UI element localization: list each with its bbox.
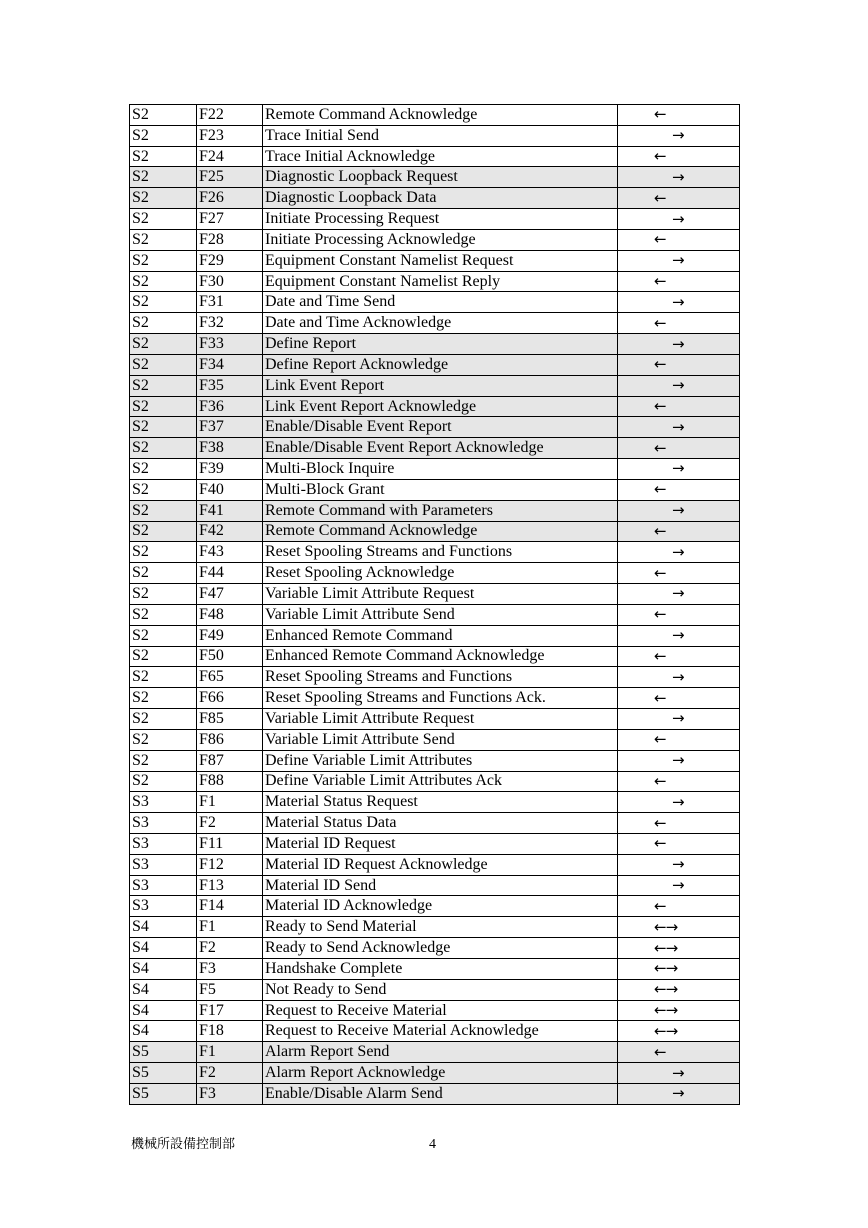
footer-department: 機械所設備控制部: [131, 1137, 236, 1152]
arrow-left-icon: ←: [654, 896, 667, 915]
table-row: [130, 417, 740, 438]
function-cell: F22: [197, 105, 263, 126]
message-name-cell: Enable/Disable Alarm Send: [263, 1083, 618, 1104]
direction-cell: [618, 709, 740, 730]
direction-cell: [618, 125, 740, 146]
table-row: [130, 771, 740, 792]
table-row: [130, 438, 740, 459]
table-row: [130, 854, 740, 875]
direction-cell: [618, 625, 740, 646]
stream-cell: S2: [130, 729, 197, 750]
arrow-left-icon: ←: [654, 230, 667, 249]
function-cell: F86: [197, 729, 263, 750]
message-name-cell: Diagnostic Loopback Request: [263, 167, 618, 188]
function-cell: F3: [197, 958, 263, 979]
table-row: [130, 292, 740, 313]
arrow-right-icon: →: [672, 292, 685, 311]
message-name-cell: Trace Initial Send: [263, 125, 618, 146]
message-name-cell: Variable Limit Attribute Send: [263, 729, 618, 750]
arrow-left-icon: ←: [654, 771, 667, 790]
direction-cell: [618, 938, 740, 959]
table-row: [130, 146, 740, 167]
stream-cell: S2: [130, 146, 197, 167]
table-row: [130, 542, 740, 563]
stream-cell: S2: [130, 375, 197, 396]
message-name-cell: Diagnostic Loopback Data: [263, 188, 618, 209]
table-row: [130, 521, 740, 542]
direction-cell: [618, 209, 740, 230]
table-row: [130, 833, 740, 854]
arrow-bidirectional-icon: ←→: [654, 917, 678, 936]
table-row: [130, 1063, 740, 1084]
table-row: [130, 229, 740, 250]
arrow-right-icon: →: [672, 792, 685, 811]
table-row: [130, 979, 740, 1000]
arrow-right-icon: →: [672, 126, 685, 145]
table-row: [130, 729, 740, 750]
direction-cell: [618, 229, 740, 250]
stream-cell: S4: [130, 917, 197, 938]
message-name-cell: Initiate Processing Acknowledge: [263, 229, 618, 250]
arrow-bidirectional-icon: ←→: [654, 1001, 678, 1020]
arrow-right-icon: →: [672, 459, 685, 478]
table-row: [130, 563, 740, 584]
stream-cell: S4: [130, 1021, 197, 1042]
arrow-right-icon: →: [672, 876, 685, 895]
arrow-right-icon: →: [672, 251, 685, 270]
function-cell: F87: [197, 750, 263, 771]
message-name-cell: Remote Command Acknowledge: [263, 105, 618, 126]
arrow-right-icon: →: [672, 376, 685, 395]
arrow-left-icon: ←: [654, 521, 667, 540]
stream-cell: S2: [130, 250, 197, 271]
stream-cell: S2: [130, 584, 197, 605]
message-name-cell: Material ID Request: [263, 833, 618, 854]
arrow-bidirectional-icon: ←→: [654, 1021, 678, 1040]
function-cell: F24: [197, 146, 263, 167]
message-name-cell: Define Variable Limit Attributes Ack: [263, 771, 618, 792]
direction-cell: [618, 688, 740, 709]
direction-cell: [618, 1021, 740, 1042]
table-row: [130, 875, 740, 896]
direction-cell: [618, 563, 740, 584]
function-cell: F2: [197, 813, 263, 834]
function-cell: F11: [197, 833, 263, 854]
table-row: [130, 167, 740, 188]
table-row: [130, 709, 740, 730]
arrow-right-icon: →: [672, 167, 685, 186]
arrow-left-icon: ←: [654, 834, 667, 853]
stream-cell: S5: [130, 1083, 197, 1104]
arrow-left-icon: ←: [654, 813, 667, 832]
table-body: [130, 105, 740, 1105]
table-row: [130, 375, 740, 396]
direction-cell: [618, 604, 740, 625]
table-row: [130, 334, 740, 355]
arrow-right-icon: →: [672, 584, 685, 603]
arrow-right-icon: →: [672, 542, 685, 561]
function-cell: F2: [197, 1063, 263, 1084]
table-row: [130, 667, 740, 688]
message-name-cell: Equipment Constant Namelist Reply: [263, 271, 618, 292]
table-row: [130, 396, 740, 417]
table-row: [130, 459, 740, 480]
direction-cell: [618, 334, 740, 355]
arrow-left-icon: ←: [654, 646, 667, 665]
direction-cell: [618, 354, 740, 375]
direction-cell: [618, 646, 740, 667]
stream-cell: S2: [130, 438, 197, 459]
message-name-cell: Link Event Report Acknowledge: [263, 396, 618, 417]
table-row: [130, 584, 740, 605]
stream-cell: S2: [130, 709, 197, 730]
arrow-bidirectional-icon: ←→: [654, 938, 678, 957]
message-name-cell: Alarm Report Send: [263, 1042, 618, 1063]
table-row: [130, 209, 740, 230]
message-name-cell: Material ID Request Acknowledge: [263, 854, 618, 875]
direction-cell: [618, 979, 740, 1000]
message-name-cell: Multi-Block Grant: [263, 479, 618, 500]
direction-cell: [618, 542, 740, 563]
message-name-cell: Ready to Send Material: [263, 917, 618, 938]
stream-cell: S2: [130, 334, 197, 355]
arrow-left-icon: ←: [654, 313, 667, 332]
direction-cell: [618, 875, 740, 896]
stream-cell: S3: [130, 854, 197, 875]
stream-cell: S2: [130, 667, 197, 688]
direction-cell: [618, 459, 740, 480]
arrow-right-icon: →: [672, 751, 685, 770]
arrow-bidirectional-icon: ←→: [654, 959, 678, 978]
function-cell: F37: [197, 417, 263, 438]
arrow-right-icon: →: [672, 626, 685, 645]
table-row: [130, 271, 740, 292]
arrow-left-icon: ←: [654, 605, 667, 624]
message-name-cell: Enhanced Remote Command Acknowledge: [263, 646, 618, 667]
stream-cell: S2: [130, 750, 197, 771]
message-name-cell: Enhanced Remote Command: [263, 625, 618, 646]
arrow-right-icon: →: [672, 209, 685, 228]
arrow-bidirectional-icon: ←→: [654, 980, 678, 999]
function-cell: F43: [197, 542, 263, 563]
stream-cell: S2: [130, 542, 197, 563]
direction-cell: [618, 250, 740, 271]
direction-cell: [618, 105, 740, 126]
function-cell: F14: [197, 896, 263, 917]
message-name-cell: Define Report: [263, 334, 618, 355]
stream-cell: S2: [130, 417, 197, 438]
function-cell: F12: [197, 854, 263, 875]
stream-cell: S4: [130, 1000, 197, 1021]
arrow-left-icon: ←: [654, 563, 667, 582]
table-row: [130, 625, 740, 646]
function-cell: F26: [197, 188, 263, 209]
stream-cell: S3: [130, 896, 197, 917]
message-name-cell: Material ID Send: [263, 875, 618, 896]
direction-cell: [618, 667, 740, 688]
function-cell: F1: [197, 1042, 263, 1063]
function-cell: F3: [197, 1083, 263, 1104]
arrow-right-icon: →: [672, 667, 685, 686]
message-name-cell: Remote Command Acknowledge: [263, 521, 618, 542]
stream-cell: S2: [130, 271, 197, 292]
stream-cell: S3: [130, 875, 197, 896]
direction-cell: [618, 438, 740, 459]
message-name-cell: Request to Receive Material Acknowledge: [263, 1021, 618, 1042]
direction-cell: [618, 146, 740, 167]
direction-cell: [618, 521, 740, 542]
message-name-cell: Variable Limit Attribute Send: [263, 604, 618, 625]
table-row: [130, 479, 740, 500]
function-cell: F17: [197, 1000, 263, 1021]
direction-cell: [618, 313, 740, 334]
message-name-cell: Reset Spooling Streams and Functions: [263, 667, 618, 688]
stream-cell: S2: [130, 167, 197, 188]
table-row: [130, 750, 740, 771]
message-name-cell: Variable Limit Attribute Request: [263, 584, 618, 605]
table-row: [130, 688, 740, 709]
stream-cell: S5: [130, 1063, 197, 1084]
function-cell: F2: [197, 938, 263, 959]
direction-cell: [618, 271, 740, 292]
function-cell: F38: [197, 438, 263, 459]
message-name-cell: Reset Spooling Streams and Functions: [263, 542, 618, 563]
stream-cell: S5: [130, 1042, 197, 1063]
function-cell: F31: [197, 292, 263, 313]
function-cell: F1: [197, 917, 263, 938]
stream-cell: S4: [130, 979, 197, 1000]
direction-cell: [618, 417, 740, 438]
table-row: [130, 354, 740, 375]
direction-cell: [618, 292, 740, 313]
arrow-left-icon: ←: [654, 688, 667, 707]
function-cell: F40: [197, 479, 263, 500]
table-row: [130, 938, 740, 959]
function-cell: F44: [197, 563, 263, 584]
arrow-left-icon: ←: [654, 1042, 667, 1061]
function-cell: F88: [197, 771, 263, 792]
message-name-cell: Material Status Data: [263, 813, 618, 834]
message-name-cell: Material Status Request: [263, 792, 618, 813]
stream-cell: S2: [130, 459, 197, 480]
function-cell: F34: [197, 354, 263, 375]
function-cell: F5: [197, 979, 263, 1000]
function-cell: F27: [197, 209, 263, 230]
function-cell: F30: [197, 271, 263, 292]
direction-cell: [618, 917, 740, 938]
stream-cell: S2: [130, 500, 197, 521]
table-row: [130, 813, 740, 834]
table-row: [130, 1042, 740, 1063]
arrow-right-icon: →: [672, 501, 685, 520]
function-cell: F47: [197, 584, 263, 605]
arrow-left-icon: ←: [654, 105, 667, 124]
table-row: [130, 896, 740, 917]
arrow-left-icon: ←: [654, 438, 667, 457]
message-name-cell: Reset Spooling Streams and Functions Ack.: [263, 688, 618, 709]
direction-cell: [618, 1083, 740, 1104]
function-cell: F23: [197, 125, 263, 146]
table-row: [130, 1021, 740, 1042]
arrow-right-icon: →: [672, 1084, 685, 1103]
arrow-right-icon: →: [672, 709, 685, 728]
stream-cell: S2: [130, 105, 197, 126]
stream-cell: S2: [130, 396, 197, 417]
stream-cell: S2: [130, 354, 197, 375]
arrow-left-icon: ←: [654, 397, 667, 415]
message-name-cell: Variable Limit Attribute Request: [263, 709, 618, 730]
direction-cell: [618, 500, 740, 521]
stream-cell: S2: [130, 625, 197, 646]
message-name-cell: Date and Time Send: [263, 292, 618, 313]
direction-cell: [618, 958, 740, 979]
message-name-cell: Material ID Acknowledge: [263, 896, 618, 917]
message-name-cell: Enable/Disable Event Report: [263, 417, 618, 438]
stream-cell: S4: [130, 958, 197, 979]
direction-cell: [618, 167, 740, 188]
function-cell: F36: [197, 396, 263, 417]
message-name-cell: Date and Time Acknowledge: [263, 313, 618, 334]
table-row: [130, 105, 740, 126]
message-name-cell: Request to Receive Material: [263, 1000, 618, 1021]
table-row: [130, 1083, 740, 1104]
stream-cell: S2: [130, 646, 197, 667]
table-row: [130, 917, 740, 938]
message-name-cell: Ready to Send Acknowledge: [263, 938, 618, 959]
table-row: [130, 1000, 740, 1021]
direction-cell: [618, 896, 740, 917]
function-cell: F50: [197, 646, 263, 667]
direction-cell: [618, 375, 740, 396]
message-name-cell: Define Report Acknowledge: [263, 354, 618, 375]
table-row: [130, 125, 740, 146]
stream-cell: S2: [130, 604, 197, 625]
table-row: [130, 313, 740, 334]
arrow-left-icon: ←: [654, 147, 667, 166]
table-row: [130, 792, 740, 813]
function-cell: F33: [197, 334, 263, 355]
stream-cell: S2: [130, 479, 197, 500]
message-name-cell: Multi-Block Inquire: [263, 459, 618, 480]
arrow-right-icon: →: [672, 855, 685, 874]
message-name-cell: Reset Spooling Acknowledge: [263, 563, 618, 584]
direction-cell: [618, 854, 740, 875]
message-name-cell: Enable/Disable Event Report Acknowledge: [263, 438, 618, 459]
arrow-left-icon: ←: [654, 188, 667, 207]
arrow-left-icon: ←: [654, 480, 667, 499]
message-name-cell: Not Ready to Send: [263, 979, 618, 1000]
arrow-right-icon: →: [672, 1063, 685, 1082]
stream-cell: S3: [130, 813, 197, 834]
secs-message-table: [129, 104, 740, 1105]
arrow-right-icon: →: [672, 334, 685, 353]
direction-cell: [618, 584, 740, 605]
stream-cell: S2: [130, 229, 197, 250]
function-cell: F28: [197, 229, 263, 250]
function-cell: F13: [197, 875, 263, 896]
stream-cell: S3: [130, 833, 197, 854]
direction-cell: [618, 729, 740, 750]
arrow-right-icon: →: [672, 417, 685, 436]
message-name-cell: Trace Initial Acknowledge: [263, 146, 618, 167]
arrow-left-icon: ←: [654, 730, 667, 749]
page-number: 4: [429, 1137, 436, 1152]
message-name-cell: Alarm Report Acknowledge: [263, 1063, 618, 1084]
function-cell: F41: [197, 500, 263, 521]
direction-cell: [618, 396, 740, 417]
message-name-cell: Initiate Processing Request: [263, 209, 618, 230]
arrow-left-icon: ←: [654, 355, 667, 374]
table-row: [130, 250, 740, 271]
stream-cell: S3: [130, 792, 197, 813]
stream-cell: S2: [130, 188, 197, 209]
table-row: [130, 188, 740, 209]
message-name-cell: Define Variable Limit Attributes: [263, 750, 618, 771]
direction-cell: [618, 188, 740, 209]
direction-cell: [618, 479, 740, 500]
direction-cell: [618, 750, 740, 771]
function-cell: F25: [197, 167, 263, 188]
direction-cell: [618, 792, 740, 813]
function-cell: F29: [197, 250, 263, 271]
function-cell: F39: [197, 459, 263, 480]
table-row: [130, 646, 740, 667]
direction-cell: [618, 833, 740, 854]
stream-cell: S2: [130, 209, 197, 230]
direction-cell: [618, 1000, 740, 1021]
direction-cell: [618, 771, 740, 792]
stream-cell: S4: [130, 938, 197, 959]
function-cell: F66: [197, 688, 263, 709]
function-cell: F65: [197, 667, 263, 688]
table-row: [130, 958, 740, 979]
function-cell: F32: [197, 313, 263, 334]
table-row: [130, 500, 740, 521]
stream-cell: S2: [130, 771, 197, 792]
direction-cell: [618, 1063, 740, 1084]
function-cell: F48: [197, 604, 263, 625]
function-cell: F42: [197, 521, 263, 542]
function-cell: F18: [197, 1021, 263, 1042]
stream-cell: S2: [130, 313, 197, 334]
stream-cell: S2: [130, 292, 197, 313]
message-name-cell: Remote Command with Parameters: [263, 500, 618, 521]
stream-cell: S2: [130, 563, 197, 584]
message-name-cell: Link Event Report: [263, 375, 618, 396]
function-cell: F85: [197, 709, 263, 730]
direction-cell: [618, 813, 740, 834]
table-row: [130, 604, 740, 625]
function-cell: F49: [197, 625, 263, 646]
function-cell: F1: [197, 792, 263, 813]
arrow-left-icon: ←: [654, 272, 667, 291]
stream-cell: S2: [130, 125, 197, 146]
message-name-cell: Handshake Complete: [263, 958, 618, 979]
stream-cell: S2: [130, 688, 197, 709]
function-cell: F35: [197, 375, 263, 396]
message-name-cell: Equipment Constant Namelist Request: [263, 250, 618, 271]
stream-cell: S2: [130, 521, 197, 542]
direction-cell: [618, 1042, 740, 1063]
